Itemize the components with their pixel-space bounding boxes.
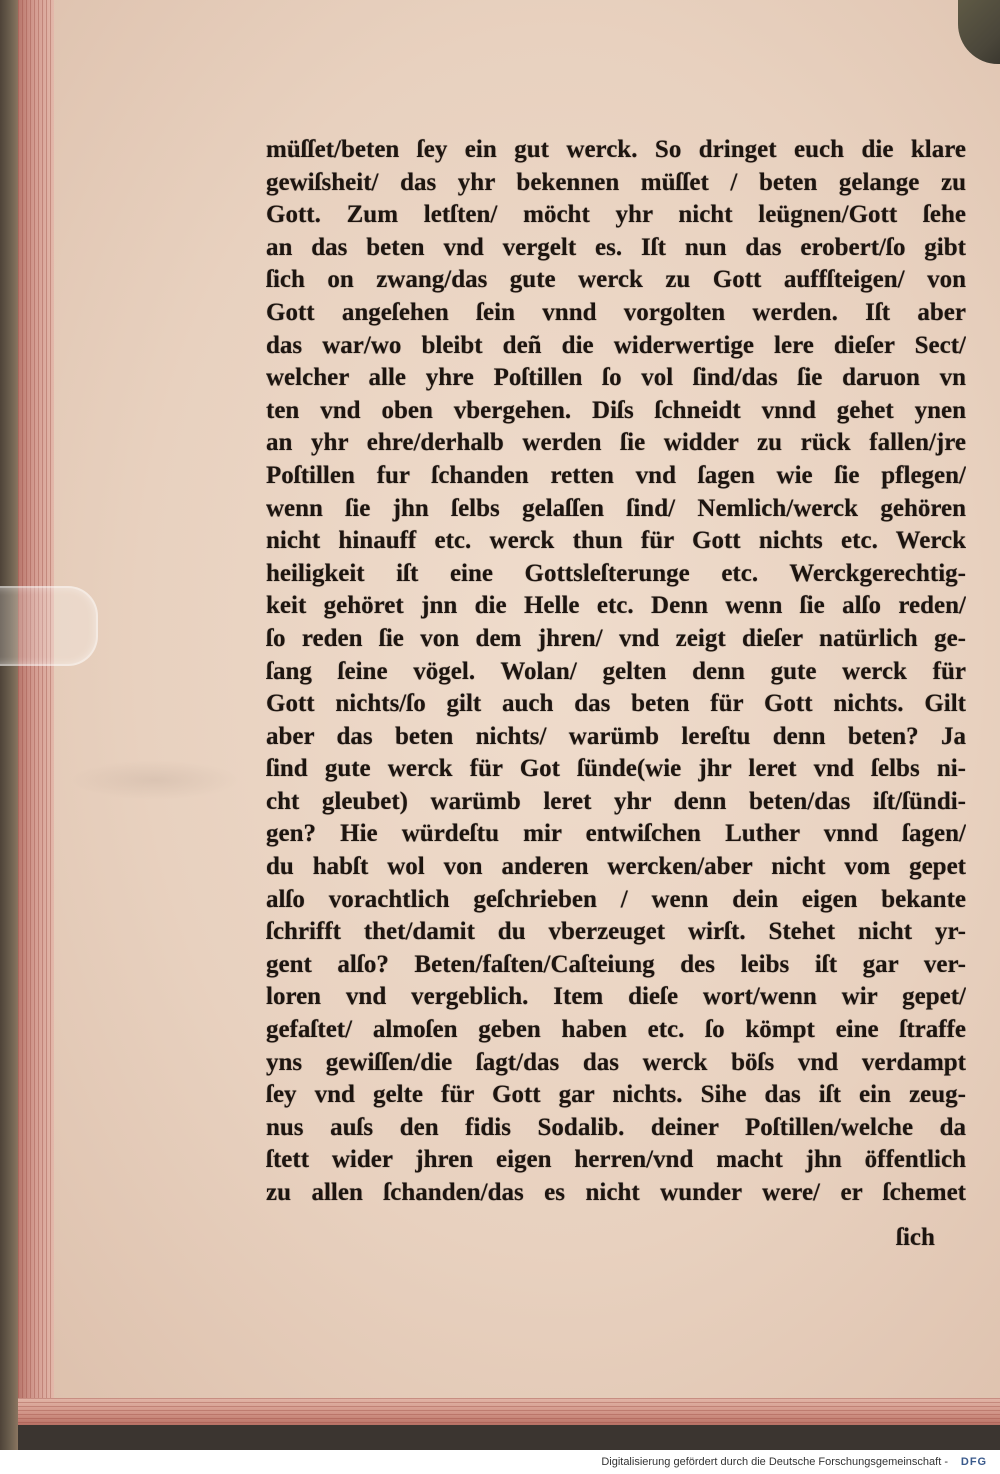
text-line: nus auſs den fidis Sodalib. deiner Poſtillen/welche da [266, 1113, 966, 1141]
page-edge-bottom [18, 1398, 1000, 1425]
text-line: welcher alle yhre Poſtillen ſo vol ſind/das ſie daruon vn [266, 364, 966, 392]
text-line: keit gehöret jnn die Helle etc. Denn wenn ſie alſo reden/ [266, 592, 966, 620]
text-line: gefaſtet/ almoſen geben haben etc. ſo kömpt eine ſtraffe [266, 1016, 966, 1044]
text-line: ten vnd oben vbergehen. Diſs ſchneidt vnnd gehet ynen [266, 396, 966, 424]
ink-bleed-through [70, 760, 240, 800]
text-line: aber das beten nichts/ warümb lereſtu denn beten? Ja [266, 722, 966, 750]
funding-notice: Digitalisierung gefördert durch die Deutsche Forschungsgemeinschaft - [601, 1456, 948, 1468]
text-line: ſind gute werck für Got ſünde(wie jhr leret vnd ſelbs ni- [266, 755, 966, 783]
text-line: müſſet/beten ſey ein gut werck. So dringet euch die klare [266, 136, 966, 163]
page-edge-left [18, 0, 54, 1425]
text-line: ſich on zwang/das gute werck zu Gott auffſteigen/ von [266, 266, 966, 294]
text-line: nicht hinauff etc. werck thun für Gott nichts etc. Werck [266, 527, 966, 555]
footer-bar [0, 1450, 1000, 1474]
text-line: ſang ſeine vögel. Wolan/ gelten denn gute werck für [266, 657, 966, 685]
text-line: yns gewiſſen/die ſagt/das das werck böſs vnd verdampt [266, 1048, 966, 1076]
text-line: ſey vnd gelte für Gott gar nichts. Sihe das iſt ein zeug- [266, 1081, 966, 1109]
text-line: ſchrifft thet/damit du vberzeuget wirſt. Stehet nicht yr- [266, 918, 966, 946]
dfg-logo-icon: DFG [960, 1456, 988, 1468]
text-line: an das beten vnd vergelt es. Iſt nun das erobert/ſo gibt [266, 233, 966, 261]
text-line: zu allen ſchanden/das es nicht wunder were/ er ſchemet [266, 1179, 966, 1206]
text-block [266, 134, 966, 1210]
page-clip [0, 586, 98, 666]
text-line: Gott nichts/ſo gilt auch das beten für Gott nichts. Gilt [266, 690, 966, 718]
text-line: Gott. Zum letſten/ möcht yhr nicht leügnen/Gott ſehe [266, 201, 966, 229]
text-line: Gott angeſehen ſein vnnd vorgolten werden. Iſt aber [266, 298, 966, 326]
text-line: heiligkeit iſt eine Gottsleſterunge etc. Werckgerechtig- [266, 559, 966, 587]
book-binding [0, 0, 18, 1450]
text-line: du habſt wol von anderen wercken/aber nicht vom gepet [266, 853, 966, 881]
text-line: ſo reden ſie von dem jhren/ vnd zeigt dieſer natürlich ge- [266, 624, 966, 652]
text-line: an yhr ehre/derhalb werden ſie widder zu rück fallen/jre [266, 429, 966, 457]
text-line: cht gleubet) warümb leret yhr denn beten/das iſt/ſündi- [266, 787, 966, 815]
text-line: Poſtillen fur ſchanden retten vnd ſagen wie ſie pflegen/ [266, 461, 966, 489]
text-line: loren vnd vergeblich. Item dieſe wort/wenn wir gepet/ [266, 983, 966, 1011]
text-line: wenn ſie jhn ſelbs gelaſſen ſind/ Nemlich/werck gehören [266, 494, 966, 522]
catchword: ſich [896, 1224, 935, 1251]
text-line: gent alſo? Beten/faſten/Caſteiung des leibs iſt gar ver- [266, 950, 966, 978]
text-line: gewiſsheit/ das yhr bekennen müſſet / beten gelange zu [266, 168, 966, 196]
text-line: das war/wo bleibt deñ die widerwertige lere dieſer Sect/ [266, 331, 966, 359]
text-line: gen? Hie würdeſtu mir entwiſchen Luther vnnd ſagen/ [266, 820, 966, 848]
text-line: alſo vorachtlich geſchrieben / wenn dein eigen bekante [266, 885, 966, 913]
text-line: ſtett wider jhren eigen herren/vnd macht jhn öffentlich [266, 1146, 966, 1174]
